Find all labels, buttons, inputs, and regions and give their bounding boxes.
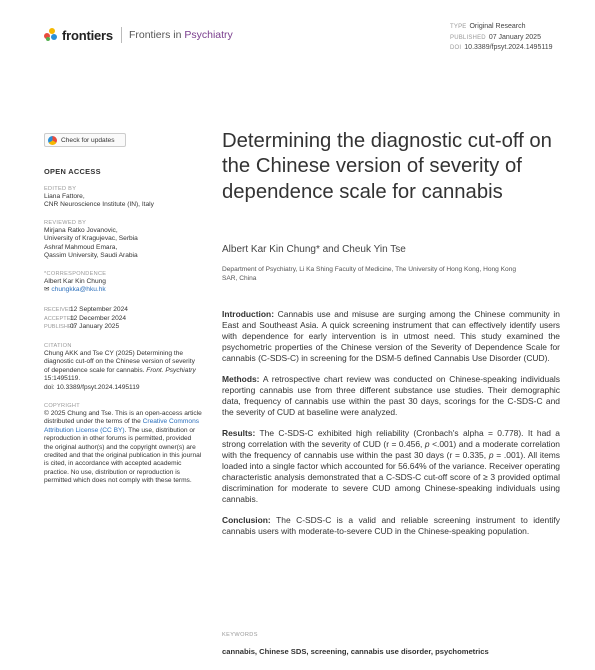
abstract-introduction: Introduction: Cannabis use and misuse are surging among the Chinese community in East and Southeast Asia. A quick screening instrument that can effectively identify users with dependence for early intervention is in utmost need. This study examined the psychometric properties of the Chinese version of the Severity of Dependence Scale for cannabis (C-SDS-C) in screening for the DSM-5 defined Cannabis Use Disorder (CUD).	[222, 309, 560, 364]
abstract-results: Results: The C-SDS-C exhibited high reliability (Cronbach's alpha = 0.778). It had a strong correlation with the severity of CUD (r = 0.456, p <.001) and a moderate correlation with the frequency of cannabis use within the past 30 days (r = 0.335, p = .001). All items loaded into a single factor which accounted for 56.64% of the variance. Receiver operating characteristic analysis demonstrated that a C-SDS-C cut-off score of ≥ 3 provided optimal discrimination for moderate to severe CUD among Chinese-speaking individuals using cannabis.	[222, 428, 561, 505]
check-for-updates-button[interactable]	[44, 133, 126, 147]
correspondence-section: *CORRESPONDENCE Albert Kar Kin Chung ✉ chungkka@hku.hk	[44, 271, 107, 294]
email-icon: ✉	[44, 286, 52, 294]
copyright-section: COPYRIGHT © 2025 Chung and Tse. This is an open-access article distributed under the terms of the Creative Commons Attribution License (CC BY). The use, distribution or reproduction in other forums is permitted, provided the original author(s) and the copyright owner(s) are credited and that the original publication in this journal is cited, in accordance with accepted academic practice. No use, distribution or reproduction is permitted which does not comply with these terms.	[44, 403, 202, 485]
dates-section: RECEIVED12 September 2024 ACCEPTED12 December 2024 PUBLISHED07 January 2025	[44, 306, 128, 331]
abstract-conclusion: Conclusion: The C-SDS-C is a valid and reliable screening instrument to identify cannabis users with moderate-to-severe CUD in the Chinese-speaking population.	[222, 515, 560, 537]
citation-section: CITATION Chung AKK and Tse CY (2025) Determining the diagnostic cut-off on the Chinese version of severity of dependence scale for cannabis. Front. Psychiatry 15:1495119. doi: 10.3389/fpsyt.2024.1495119	[44, 343, 196, 391]
journal-name: Frontiers in Psychiatry	[128, 29, 233, 41]
frontiers-logo[interactable]	[44, 27, 233, 43]
cc-by-license-link[interactable]: Creative Commons Attribution License (CC BY)	[44, 418, 200, 434]
keywords: cannabis, Chinese SDS, screening, cannabis use disorder, psychometrics	[222, 647, 489, 656]
article-meta: TYPE Original Research PUBLISHED 07 January 2025 DOI 10.3389/fpsyt.2024.1495119	[450, 23, 553, 51]
edited-by-section: EDITED BY Liana Fattore, CNR Neuroscience Institute (IN), Italy	[44, 186, 154, 209]
open-access-label: OPEN ACCESS	[44, 167, 101, 176]
logo-divider	[121, 27, 122, 43]
abstract-methods: Methods: A retrospective chart review was conducted on Chinese-speaking individuals reporting cannabis use from three different substance use studies. Their demographic data, frequency of cannabis use within the past 30 days, scorings for the C-SDS-C and the severity of CUD at baseline were analyzed.	[222, 374, 560, 418]
check-updates-label: Check for updates	[61, 136, 115, 144]
keywords-label: KEYWORDS	[222, 632, 258, 638]
frontiers-logo-icon	[44, 28, 58, 42]
crossmark-icon	[48, 136, 57, 145]
reviewed-by-section: REVIEWED BY Mirjana Ratko Jovanovic, University of Kragujevac, Serbia Ashraf Mahmoud Emara, Qassim University, Saudi Arabia	[44, 220, 138, 260]
correspondence-email-link[interactable]: chungkka@hku.hk	[51, 286, 106, 294]
abstract	[222, 309, 560, 547]
logo-text: frontiers	[62, 27, 113, 43]
article-title: Determining the diagnostic cut-off on the Chinese version of severity of dependence scale for cannabis	[222, 130, 552, 203]
article-authors: Albert Kar Kin Chung* and Cheuk Yin Tse	[222, 244, 406, 255]
author-affiliation: Department of Psychiatry, Li Ka Shing Faculty of Medicine, The University of Hong Kong, Hong Kong SAR, China	[222, 266, 517, 282]
